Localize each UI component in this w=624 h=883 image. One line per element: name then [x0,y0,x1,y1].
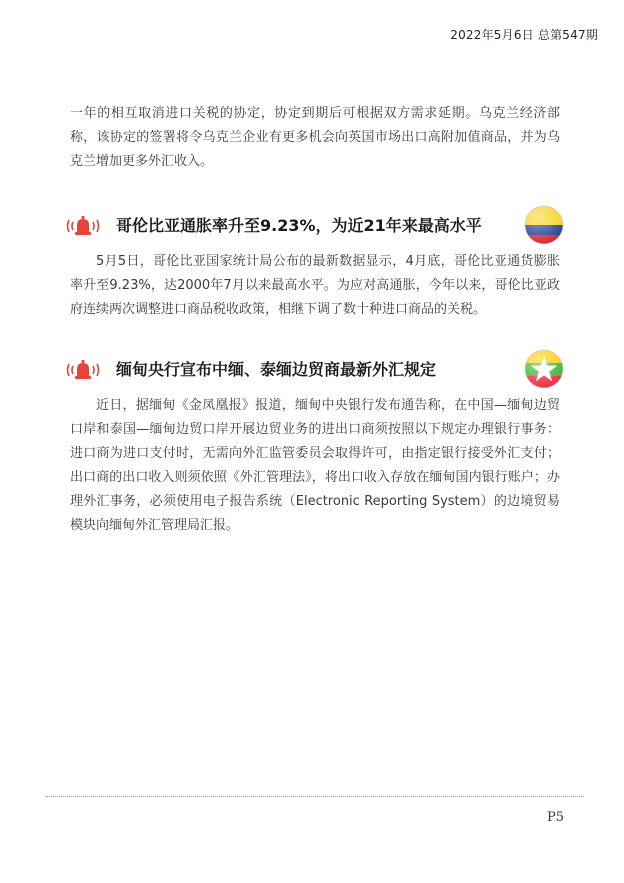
intro-paragraph [70,102,560,174]
intro-text: 一年的相互取消进口关税的协定，协定到期后可根据双方需求延期。乌克兰经济部称，该协定的签署将令乌克兰企业有更多机会向英国市场出口高附加值商品，并为乌克兰增加更多外汇收入。 [70,106,560,169]
issue-date: 2022年5月6日 总第547期 [450,28,598,42]
article-header-myanmar [66,349,564,389]
article-title: 缅甸央行宣布中缅、泰缅边贸商最新外汇规定 [116,360,437,379]
alarm-bell-icon [66,215,100,237]
article-header-colombia [66,205,564,245]
alarm-bell-icon [66,359,100,381]
article-text: 5月5日，哥伦比亚国家统计局公布的最新数据显示，4月底，哥伦比亚通货膨胀率升至9.23%，达2000年7月以来最高水平。为应对高通胀，今年以来，哥伦比亚政府连续两次调整进口商品税收政策，相继下调了数十种进口商品的关税。 [70,254,560,317]
footer-divider [46,796,584,797]
article-text: 近日，据缅甸《金凤凰报》报道，缅甸中央银行发布通告称，在中国—缅甸边贸口岸和泰国—缅甸边贸口岸开展边贸业务的进出口商须按照以下规定办理银行事务：进口商为进口支付时，无需向外汇监管委员会取得许可，由指定银行接受外汇支付；出口商的出口收入则须依照《外汇管理法》，将出口收入存放在缅甸国内银行账户；办理外汇事务，必须使用电子报告系统（Electronic Reporting System）的边境贸易模块向缅甸外汇管理局汇报。 [70,398,560,533]
article-body-myanmar [70,394,560,538]
page-number: P5 [546,810,564,825]
colombia-flag-icon [524,205,564,245]
article-body-colombia [70,250,560,322]
myanmar-flag-icon [524,349,564,389]
article-title: 哥伦比亚通胀率升至9.23%，为近21年来最高水平 [116,216,482,235]
